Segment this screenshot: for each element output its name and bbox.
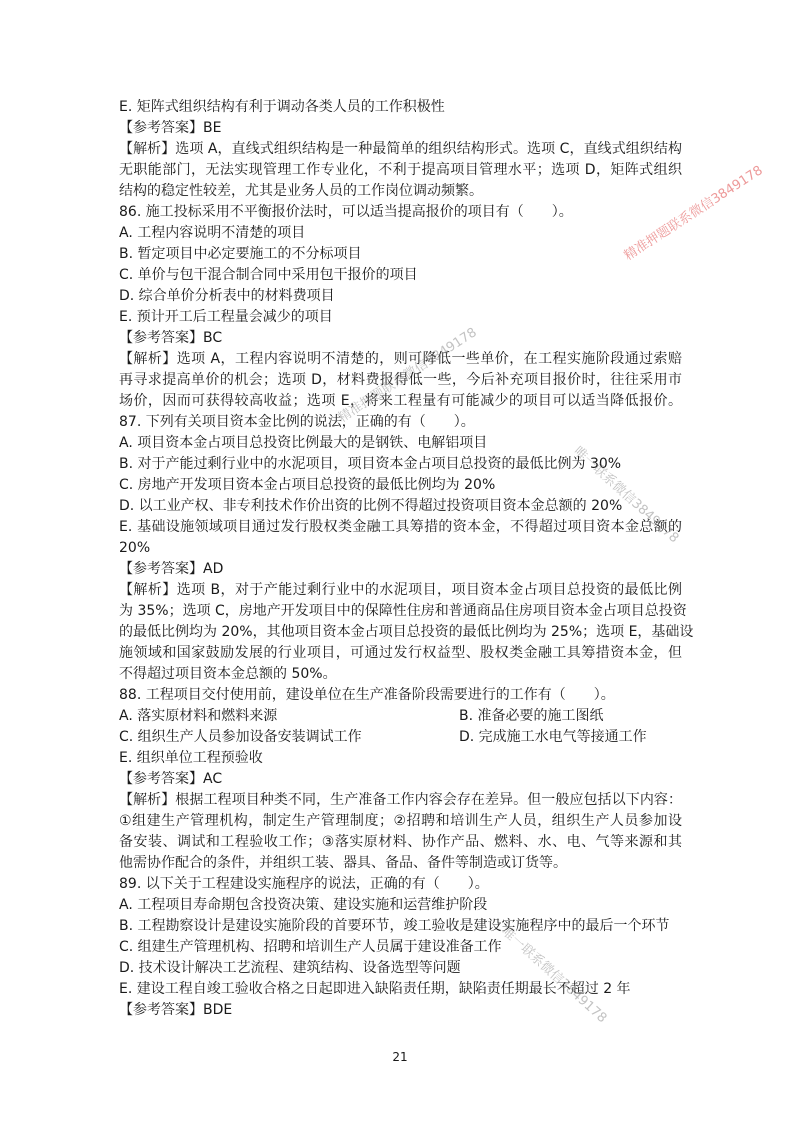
option-line: D. 技术设计解决工艺流程、建筑结构、设备选型等问题 <box>119 960 461 976</box>
explanation-line: ①组建生产管理机构，制定生产管理制度；②招聘和培训生产人员，组织生产人员参加设 <box>119 813 682 829</box>
option-line: E. 基础设施领域项目通过发行股权类金融工具筹措的资本金，不得超过项目资本金总额的 <box>119 519 682 535</box>
question-86: 86. 施工投标采用不平衡报价法时，可以适当提高报价的项目有（ ）。 <box>119 204 573 220</box>
explanation-line: 无职能部门，无法实现管理工作专业化，不利于提高项目管理水平；选项 D，矩阵式组织 <box>119 162 682 178</box>
option-line: C. 组建生产管理机构、招聘和培训生产人员属于建设准备工作 <box>119 939 502 955</box>
explanation-line: 他需协作配合的条件，并组织工装、器具、备品、备件等制造或订货等。 <box>119 855 567 871</box>
question-88: 88. 工程项目交付使用前，建设单位在生产准备阶段需要进行的工作有（ ）。 <box>119 687 615 703</box>
answer-line: 【参考答案】AD <box>119 561 224 577</box>
explanation-line: 施领域和国家鼓励发展的行业项目，可通过发行权益型、股权类金融工具筹措资本金，但 <box>119 645 682 661</box>
answer-line: 【参考答案】BC <box>119 330 223 346</box>
watermark: 精准押题联系微信3849178 <box>335 325 480 426</box>
option-c: C. 组织生产人员参加设备安装调试工作 <box>119 729 362 745</box>
question-87: 87. 下列有关项目资本金比例的说法，正确的有（ ）。 <box>119 414 475 430</box>
answer-line: 【参考答案】AC <box>119 771 223 787</box>
question-89: 89. 以下关于工程建设实施程序的说法，正确的有（ ）。 <box>119 876 489 892</box>
watermark: 精准押题联系微信3849178 <box>621 163 766 264</box>
explanation-line: 【解析】选项 A，直线式组织结构是一种最简单的组织结构形式。选项 C，直线式组织结构 <box>119 141 682 157</box>
option-line: A. 工程项目寿命期包含投资决策、建设实施和运营维护阶段 <box>119 897 488 913</box>
option-line: C. 房地产开发项目资本金占项目总投资的最低比例均为 20% <box>119 477 496 493</box>
option-b: B. 准备必要的施工图纸 <box>459 708 604 724</box>
explanation-line: 为 35%；选项 C，房地产开发项目中的保障性住房和普通商品住房项目资本金占项目总投资 <box>119 603 687 619</box>
explanation-line: 场价，因而可获得较高收益；选项 E，将来工程量有可能减少的项目可以适当降低报价。 <box>119 393 682 409</box>
answer-line: 【参考答案】BE <box>119 120 222 136</box>
option-line: E. 预计开工后工程量会减少的项目 <box>119 309 333 325</box>
option-row <box>119 727 682 748</box>
explanation-line: 不得超过项目资本金总额的 50%。 <box>119 666 337 682</box>
answer-line: 【参考答案】BDE <box>119 1002 233 1018</box>
explanation-line: 再寻求提高单价的机会；选项 D，材料费报得低一些，今后补充项目报价时，往往采用市 <box>119 372 682 388</box>
option-line: E. 组织单位工程预验收 <box>119 750 263 766</box>
option-row <box>119 706 682 727</box>
explanation-line: 【解析】选项 A，工程内容说明不清楚的，则可降低一些单价，在工程实施阶段通过索赔 <box>119 351 682 367</box>
option-line: 20% <box>119 540 151 556</box>
option-line: D. 综合单价分析表中的材料费项目 <box>119 288 335 304</box>
explanation-line: 结构的稳定性较差，尤其是业务人员的工作岗位调动频繁。 <box>119 183 483 199</box>
option-line: B. 对于产能过剩行业中的水泥项目，项目资本金占项目总投资的最低比例为 30% <box>119 456 622 472</box>
watermark: 唯一联系微信3849178 <box>570 444 682 547</box>
option-line: B. 工程勘察设计是建设实施阶段的首要环节，竣工验收是建设实施程序中的最后一个环节 <box>119 918 670 934</box>
page-number: 21 <box>392 1050 408 1064</box>
option-d: D. 完成施工水电气等接通工作 <box>459 729 647 745</box>
explanation-line: 【解析】根据工程项目种类不同，生产准备工作内容会存在差异。但一般应包括以下内容： <box>119 792 682 808</box>
option-line: D. 以工业产权、非专利技术作价出资的比例不得超过投资项目资本金总额的 20% <box>119 498 623 514</box>
option-line: B. 暂定项目中必定要施工的不分标项目 <box>119 246 362 262</box>
option-line: E. 建设工程自竣工验收合格之日起即进入缺陷责任期，缺陷责任期最长不超过 2 年 <box>119 981 631 997</box>
option-line: A. 工程内容说明不清楚的项目 <box>119 225 306 241</box>
explanation-line: 备安装、调试和工程验收工作；③落实原材料、协作产品、燃料、水、电、气等来源和其 <box>119 834 682 850</box>
explanation-line: 的最低比例均为 20%，其他项目资本金占项目总投资的最低比例均为 25%；选项 E，基础设 <box>119 624 694 640</box>
option-line: A. 项目资本金占项目总投资比例最大的是钢铁、电解铝项目 <box>119 435 488 451</box>
explanation-line: 【解析】选项 B，对于产能过剩行业中的水泥项目，项目资本金占项目总投资的最低比例 <box>119 582 682 598</box>
option-line: C. 单价与包干混合制合同中采用包干报价的项目 <box>119 267 418 283</box>
text-line: E. 矩阵式组织结构有利于调动各类人员的工作积极性 <box>119 99 445 115</box>
watermark: 唯一联系微信3849178 <box>498 924 610 1027</box>
option-a: A. 落实原材料和燃料来源 <box>119 708 278 724</box>
